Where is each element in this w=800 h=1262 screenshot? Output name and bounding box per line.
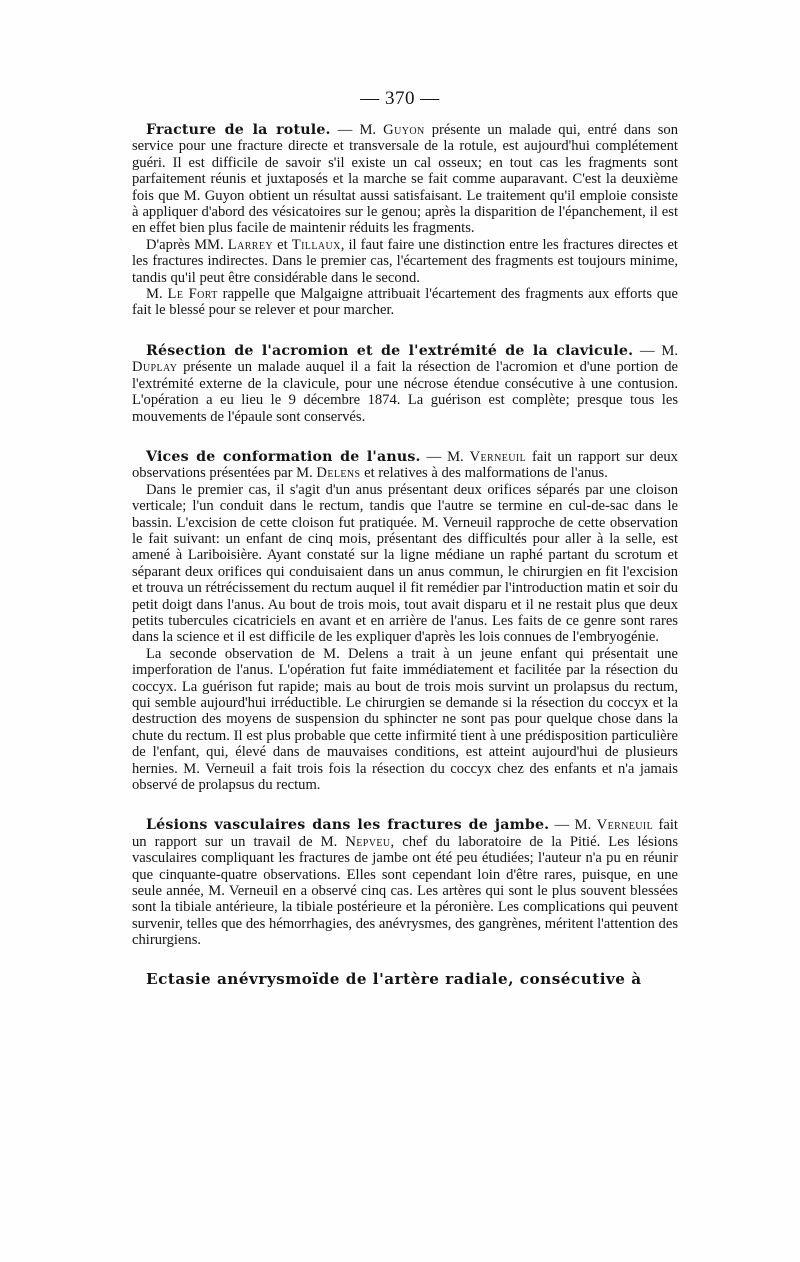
paragraph-anus-2: Dans le premier cas, il s'agit d'un anus présentant deux orifices séparés par une cloison verticale; l'un conduit dans le rectum, tandis que l'autre se termine en cul-de-sac dans le bassin. L'excision de cette cloison fut pratiquée. M. Verneuil rapproche de cette observation le fait suivant: un enfant de cinq mois, présentant des difficultés pour aller à la selle, est amené à Lariboisière. Ayant constaté sur la ligne médiane un raphé partant du scrotum et séparant deux orifices qui conduisaient dans un anus commun, le chirurgien en fit l'excision et trouva un rétrécissement du rectum auquel il fit remédier par l'introduction matin et soir du petit doigt dans l'anus. Au bout de trois mois, tout avait disparu et il ne restait plus que deux petits tubercules cicatriciels en avant et en arrière de l'anus. Les faits de ce genre sont rares dans la science et il est difficile de les expliquer d'après les lois connues de l'embryogénie. <box>132 481 678 646</box>
dash: — M. <box>549 817 597 834</box>
author-name: Larrey <box>227 236 273 253</box>
section-heading-rotule: Fracture de la rotule. <box>146 122 331 138</box>
text-column <box>132 122 678 987</box>
author-name: Delens <box>316 465 361 482</box>
dash: — M. <box>633 342 679 359</box>
author-name: Guyon <box>383 122 425 138</box>
section-heading-jambe: Lésions vasculaires dans les fractures de jambe. <box>146 817 550 834</box>
paragraph-anus-3: La seconde observation de M. Delens a trait à un jeune enfant qui présentait une imperforation de l'anus. L'opération fut faite immédiatement et facilitée par la résection du coccyx. La guérison fut rapide; mais au bout de trois mois survint un prolapsus du rectum, qui semble aujourd'hui irréductible. Le chirurgien se demande si la résection du coccyx et la destruction des moyens de suspension du sphincter ne sont pas pour quelque chose dans la chute du rectum. Il est plus probable que cette infirmité tient à une prédisposition particulière de l'enfant, qui, élevé dans de mauvaises conditions, est atteint aujourd'hui de plusieurs hernies. M. Verneuil a fait trois fois la résection du coccyx chez des enfants et n'a jamais observé de prolapsus du rectum. <box>132 645 678 794</box>
author-name: Le Fort <box>167 286 218 303</box>
body-text: rappelle que Malgaigne attribuait l'écartement des fragments aux efforts que fait le blessé pour se relever et pour marcher. <box>132 286 678 319</box>
paragraph-anus-1 <box>132 449 678 482</box>
body-text: présente un malade qui, entré dans son service pour une fracture directe et transversale de la rotule, est aujourd'hui complétement guéri. Il est difficile de savoir s'il existe un cal osseux; en tout cas les fragments sont parfaitement réunis et juxtaposés et la marche se fait comme auparavant. C'est la deuxième fois que M. Guyon obtient un résultat aussi satisfaisant. Le traitement qu'il emploie consiste à appliquer d'abord des vésicatoires sur le genou; après la disparition de l'épanchement, il est en effet bien plus facile de maintenir réduits les fragments. <box>132 122 678 237</box>
paragraph-rotule-1 <box>132 122 678 237</box>
author-name: Duplay <box>132 359 178 376</box>
section-heading-anus: Vices de conformation de l'anus. <box>146 448 421 465</box>
author-name: Nepveu <box>345 833 391 850</box>
paragraph-jambe <box>132 817 678 948</box>
dash: — M. <box>420 448 470 465</box>
section-heading-acromion: Résection de l'acromion et de l'extrémité de la clavicule. <box>146 342 634 359</box>
dash: — M. <box>330 122 384 138</box>
body-text: fait un rapport sur deux observations présentées par M. <box>132 448 678 482</box>
body-text: D'après MM. <box>146 236 228 253</box>
paragraph-rotule-2 <box>132 237 678 286</box>
body-text: M. <box>146 286 168 303</box>
body-text: et relatives à des malformations de l'anus. <box>360 465 608 482</box>
page-number: — 370 — <box>360 88 440 109</box>
paragraph-rotule-3 <box>132 286 678 319</box>
section-heading-ectasie: Ectasie anévrysmoïde de l'artère radiale, consécutive à <box>146 969 642 988</box>
paragraph-acromion <box>132 343 678 425</box>
author-name: Verneuil <box>596 817 654 834</box>
body-text: , il faut faire une distinction entre les fractures directes et les fractures indirectes. Dans le premier cas, l'écartement des fragments est toujours minime, tandis qu'il peut être considérable dans le second. <box>132 236 678 286</box>
author-name: Verneuil <box>469 448 527 465</box>
body-text: , chef du laboratoire de la Pitié. Les lésions vasculaires compliquant les fractures de jambe ont été peu étudiées; l'auteur n'a pu en réunir que cinquante-quatre observations. Elles sont cependant loin d'être rares, puisque, en une seule année, M. Verneuil en a observé cinq cas. Les artères qui sont le plus souvent blessées sont la tibiale antérieure, la tibiale postérieure et la péronière. Les complications qui peuvent survenir, telles que des hémorrhagies, des anévrysmes, des gangrènes, méritent l'attention des chirurgiens. <box>132 833 678 949</box>
author-name: Tillaux <box>291 236 341 253</box>
body-text: fait un rapport sur un travail de M. <box>132 817 678 850</box>
body-text: et <box>273 236 292 253</box>
body-text: présente un malade auquel il a fait la résection de l'acromion et d'une portion de l'extrémité externe de la clavicule, pour une nécrose étendue consécutive à une contusion. L'opération a eu lieu le 9 décembre 1874. La guérison est complète; presque tous les mouvements de l'épaule sont conservés. <box>132 359 678 425</box>
